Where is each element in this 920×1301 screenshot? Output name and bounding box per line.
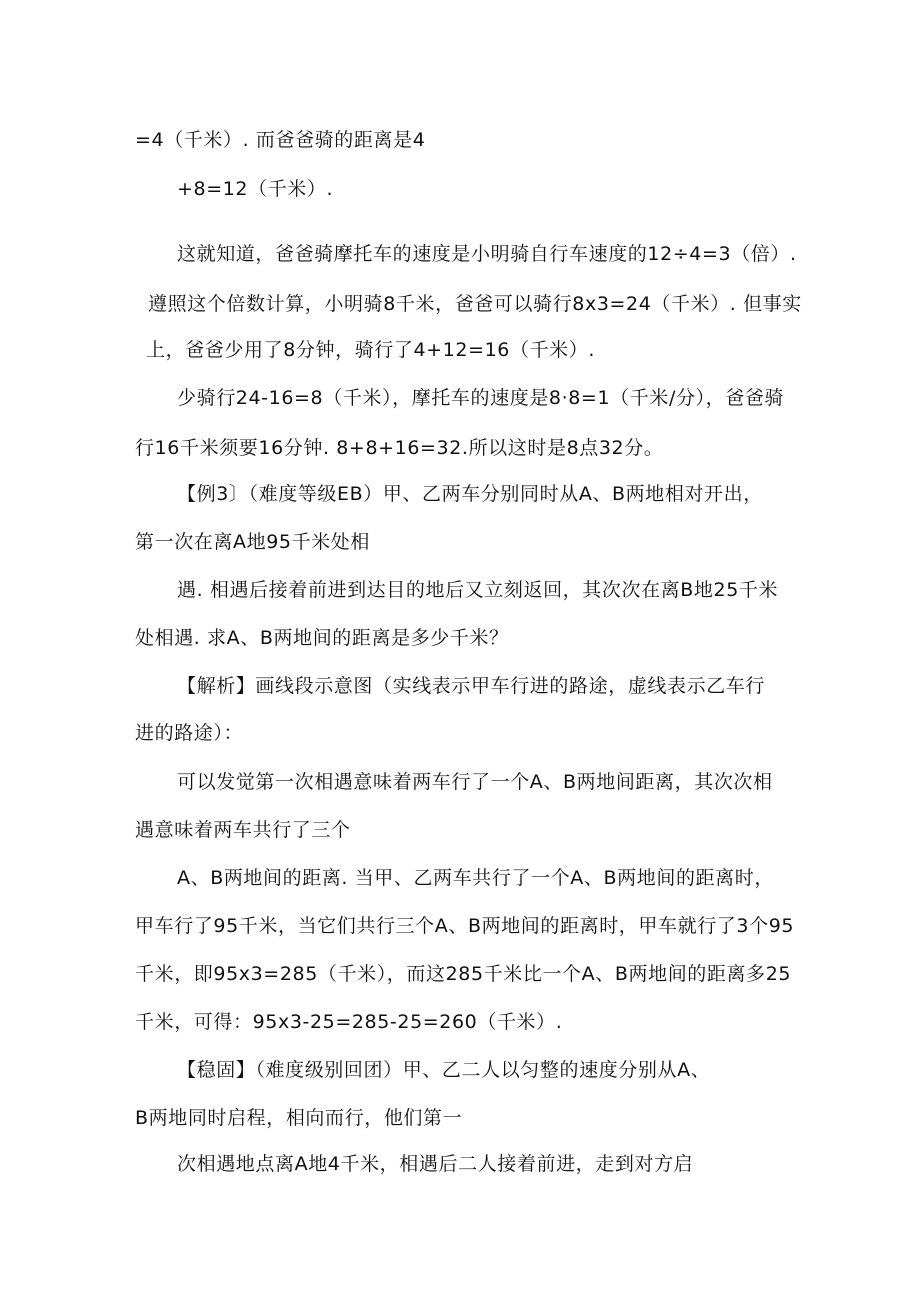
text-line: B两地同时启程，相向而行，他们第一 (135, 1107, 463, 1129)
text-line: 【例3〕（难度等级EB）甲、乙两车分别同时从A、B两地相对开出， (177, 483, 763, 505)
text-line: 千米，可得：95x3-25=285-25=260（千米）. (135, 1011, 563, 1033)
text-line: 这就知道，爸爸骑摩托车的速度是小明骑自行车速度的12÷4=3（倍）. (177, 243, 797, 265)
text-line: +8=12（千米）. (177, 178, 334, 200)
text-line: 次相遇地点离A地4千米，相遇后二人接着前进，走到对方启 (177, 1153, 694, 1175)
text-line: 【稳固】（难度级别回团）甲、乙二人以匀整的速度分别从A、 (177, 1059, 711, 1081)
text-line: 少骑行24-16=8（千米），摩托车的速度是8·8=1（千米/分），爸爸骑 (177, 387, 785, 409)
text-line: 遇. 相遇后接着前进到达目的地后又立刻返回，其次次在离B地25千米 (177, 579, 779, 601)
text-line: 千米，即95x3=285（千米），而这285千米比一个A、B两地间的距离多25 (135, 963, 792, 985)
text-line: A、B两地间的距离. 当甲、乙两车共行了一个A、B两地间的距离时， (177, 867, 774, 889)
text-line: 处相遇. 求A、B两地间的距离是多少千米？ (135, 627, 509, 649)
text-line: 第一次在离A地95千米处相 (135, 531, 370, 553)
text-line: 甲车行了95千米，当它们共行三个A、B两地间的距离时，甲车就行了3个95 (135, 915, 795, 937)
text-line: =4（千米）. 而爸爸骑的距离是4 (135, 129, 426, 151)
text-line: 遵照这个倍数计算，小明骑8千米，爸爸可以骑行8x3=24（千米）. 但事实 (148, 293, 802, 315)
text-line: 进的路途）： (135, 722, 244, 744)
text-line: 遇意味着两车共行了三个 (135, 819, 351, 841)
text-line: 上，爸爸少用了8分钟，骑行了4+12=16（千米）. (146, 339, 596, 361)
text-line: 【解析】画线段示意图（实线表示甲车行进的路途，虚线表示乙车行 (177, 675, 766, 697)
text-line: 行16千米须要16分钟. 8+8+16=32.所以这时是8点32分。 (135, 437, 664, 459)
text-line: 可以发觉第一次相遇意味着两车行了一个A、B两地间距离，其次次相 (177, 771, 773, 793)
